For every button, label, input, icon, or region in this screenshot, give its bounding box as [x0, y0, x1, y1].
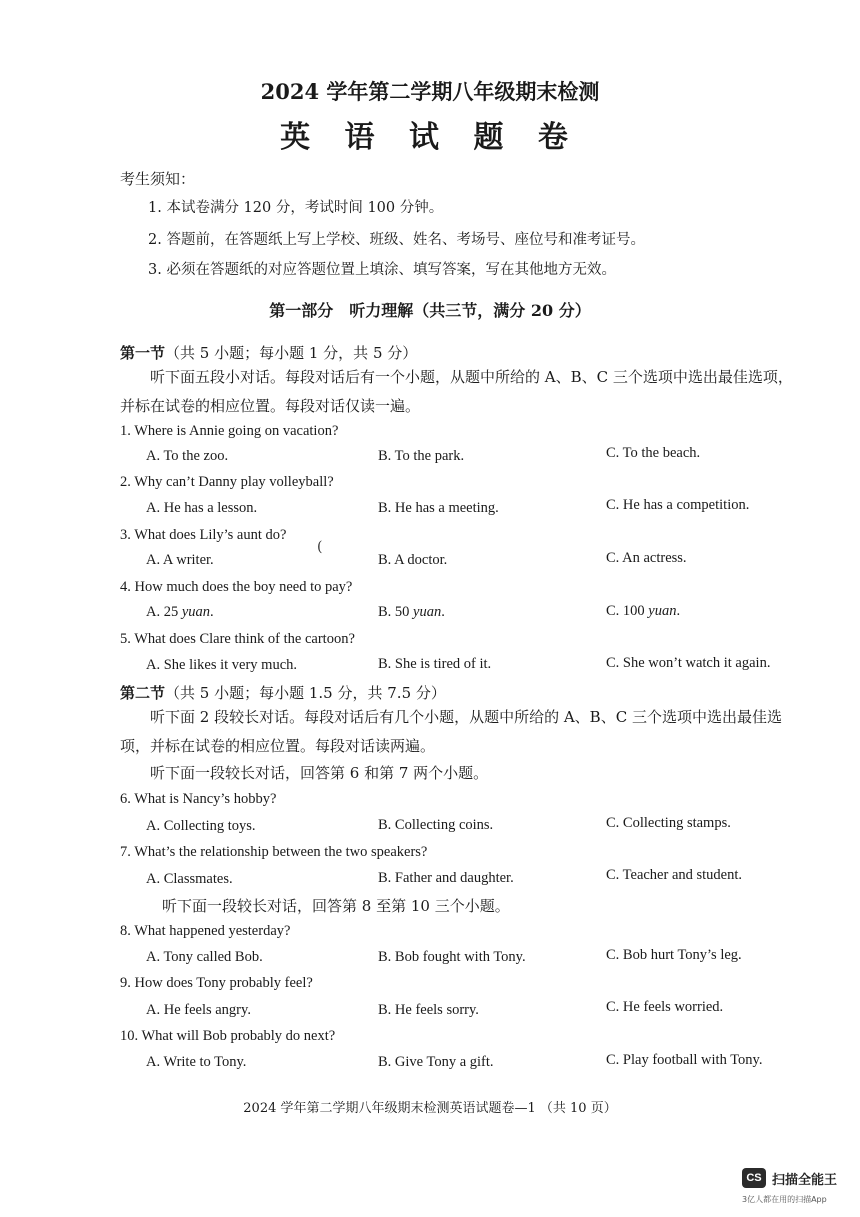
- exam-title: 2024 学年第二学期八年级期末检测: [260, 79, 600, 104]
- question-text: 5. What does Clare think of the cartoon?: [120, 631, 355, 647]
- option-c: C. Bob hurt Tony’s leg.: [606, 947, 742, 963]
- section-label: 第一节: [120, 344, 166, 362]
- option-a: A. Collecting toys.: [146, 818, 256, 834]
- option-b: B. Bob fought with Tony.: [378, 949, 526, 965]
- section-instruction: 项，并标在试卷的相应位置。每段对话读两遍。: [120, 737, 436, 755]
- option-c: [606, 603, 680, 620]
- option-c: C. Collecting stamps.: [606, 815, 731, 831]
- option-c-prefix: C. 100: [606, 603, 649, 619]
- watermark-name: 扫描全能王: [772, 1173, 838, 1188]
- question-text: 10. What will Bob probably do next?: [120, 1028, 336, 1044]
- question-text: 6. What is Nancy’s hobby?: [120, 791, 277, 807]
- option-b: B. Give Tony a gift.: [378, 1054, 494, 1070]
- option-b-unit: yuan: [413, 604, 442, 620]
- option-b: B. Father and daughter.: [378, 870, 514, 886]
- section-label: 第二节: [120, 684, 166, 702]
- option-c: C. An actress.: [606, 550, 687, 566]
- question-text: 1. Where is Annie going on vacation?: [120, 423, 339, 439]
- option-a: [146, 604, 214, 621]
- option-b-prefix: B. 50: [378, 604, 414, 620]
- section-info: （共 5 小题；每小题 1.5 分，共 7.5 分）: [165, 684, 446, 702]
- stray-pen-mark: (: [317, 539, 323, 555]
- camscanner-logo-icon: CS: [742, 1168, 766, 1188]
- option-a: A. She likes it very much.: [146, 657, 298, 673]
- option-a: A. To the zoo.: [146, 448, 229, 464]
- option-c-end: .: [676, 603, 681, 619]
- notice-item: 2. 答题前，在答题纸上写上学校、班级、姓名、考场号、座位号和准考证号。: [148, 232, 645, 248]
- option-a-prefix: A. 25: [146, 604, 182, 620]
- option-c: C. To the beach.: [606, 445, 701, 461]
- option-a-unit: yuan: [181, 604, 211, 620]
- option-a: A. Classmates.: [146, 871, 233, 887]
- section-instruction: 并标在试卷的相应位置。每段对话仅读一遍。: [120, 397, 421, 415]
- page-footer: 2024 学年第二学期八年级期末检测英语试题卷—1 （共 10 页）: [243, 1101, 617, 1116]
- notice-item: 1. 本试卷满分 120 分，考试时间 100 分钟。: [148, 200, 444, 216]
- question-text: 3. What does Lily’s aunt do?: [120, 527, 287, 543]
- option-c: C. She won’t watch it again.: [606, 655, 771, 671]
- option-b: B. He has a meeting.: [378, 500, 499, 516]
- option-b: B. Collecting coins.: [378, 817, 494, 833]
- question-text: 9. How does Tony probably feel?: [120, 975, 313, 991]
- option-b-end: .: [441, 604, 445, 620]
- question-text: 2. Why can’t Danny play volleyball?: [120, 474, 334, 490]
- section-heading: [120, 682, 446, 703]
- notice-heading: 考生须知：: [120, 170, 196, 188]
- option-c: C. He feels worried.: [606, 999, 724, 1015]
- option-b: B. He feels sorry.: [378, 1002, 479, 1018]
- watermark-tagline: 3亿人都在用的扫描App: [742, 1195, 827, 1204]
- question-text: 7. What’s the relationship between the two speakers?: [120, 844, 428, 860]
- option-c-unit: yuan: [648, 603, 677, 619]
- option-b: [378, 604, 445, 621]
- option-a: A. Write to Tony.: [146, 1054, 247, 1070]
- section-subinstruction: 听下面一段较长对话，回答第 8 至第 10 三个小题。: [162, 897, 510, 915]
- option-c: C. He has a competition.: [606, 497, 750, 513]
- section-instruction: 听下面五段小对话。每段对话后有一个小题，从题中所给的 A、B、C 三个选项中选出最佳选项，: [150, 368, 793, 386]
- option-a-end: .: [210, 604, 214, 620]
- section-instruction: 听下面 2 段较长对话。每段对话后有几个小题，从题中所给的 A、B、C 三个选项中选出最佳选: [150, 708, 782, 726]
- section-info: （共 5 小题；每小题 1 分，共 5 分）: [165, 344, 418, 362]
- section-subinstruction: 听下面一段较长对话，回答第 6 和第 7 两个小题。: [150, 764, 489, 782]
- option-c: C. Teacher and student.: [606, 867, 743, 883]
- option-a: A. A writer.: [146, 552, 214, 568]
- option-b: B. A doctor.: [378, 552, 448, 568]
- option-a: A. He feels angry.: [146, 1002, 251, 1018]
- option-a: A. Tony called Bob.: [146, 949, 263, 965]
- exam-subtitle: 英 语 试 题 卷: [280, 120, 580, 155]
- part-title: 第一部分 听力理解（共三节，满分 20 分）: [269, 301, 591, 320]
- option-c: C. Play football with Tony.: [606, 1052, 763, 1068]
- notice-item: 3. 必须在答题纸的对应答题位置上填涂、填写答案，写在其他地方无效。: [148, 262, 616, 278]
- option-a: A. He has a lesson.: [146, 500, 258, 516]
- option-b: B. To the park.: [378, 448, 465, 464]
- question-text: 4. How much does the boy need to pay?: [120, 579, 353, 595]
- section-heading: [120, 342, 417, 363]
- option-b: B. She is tired of it.: [378, 656, 492, 672]
- question-text: 8. What happened yesterday?: [120, 923, 291, 939]
